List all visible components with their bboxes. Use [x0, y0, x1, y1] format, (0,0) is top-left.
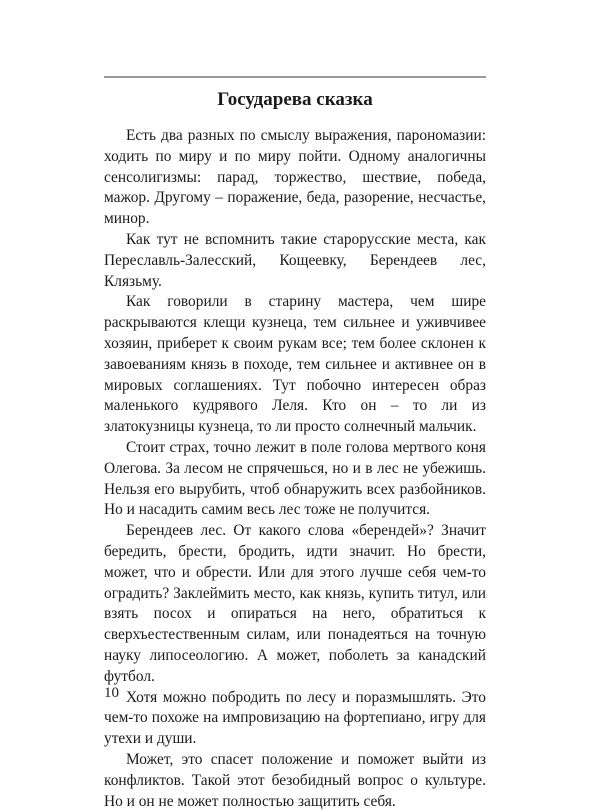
- header-rule: [104, 76, 486, 78]
- paragraph-2: Как тут не вспомнить такие старорусские места, как Переславль-Залесский, Кощеевку, Берендеев лес, Клязьму.: [104, 230, 486, 290]
- paragraph-4: Стоит страх, точно лежит в поле голова мертвого коня Олегова. За лесом не спрячешься, но и в лес не убежишь. Нельзя его вырубить, чтоб обнаружить всех разбойников. Но и насадить самим весь лес тоже не получится.: [104, 438, 486, 519]
- paragraph-6: Хотя можно побродить по лесу и поразмышлять. Это чем-то похоже на импровизацию на фортепиано, игру для утехи и души.: [104, 688, 486, 748]
- chapter-title: Государева сказка: [217, 89, 373, 110]
- paragraph-3: Как говорили в старину мастера, чем шире раскрываются клещи кузнеца, тем сильнее и уживчивее хозяин, приберет к своим рукам все; тем более склонен к завоеваниям князь в походе, тем сильнее и активнее он в мировых соглашениях. Тут побочно интересен образ маленького кудрявого Леля. Кто он – то ли из златокузницы кузнеца, то ли просто солнечный мальчик.: [104, 293, 486, 436]
- body-text: [104, 126, 486, 812]
- paragraph-7: Может, это спасет положение и поможет выйти из конфликтов. Такой этот безобидный вопрос о культуре. Но и он не может полностью защитить себя.: [104, 750, 486, 810]
- paragraph-5: Берендеев лес. От какого слова «берендей»? Значит бередить, брести, бродить, идти значит. Но брести, может, что и обрести. Или для этого лучше себя чем-то оградить? Заклеймить место, как князь, купить титул, или взять посох и опираться на него, обратиться к сверхъестественным силам, или понадеяться на точную науку липосеологию. А может, поболеть за канадский футбол.: [104, 522, 486, 685]
- page-number: 10: [104, 685, 119, 701]
- paragraph-1: Есть два разных по смыслу выражения, парономазии: ходить по миру и по миру пойти. Одному аналогичны сенсолигизмы: парад, торжество, шествие, победа, мажор. Другому – поражение, беда, разорение, несчастье, минор.: [104, 127, 486, 228]
